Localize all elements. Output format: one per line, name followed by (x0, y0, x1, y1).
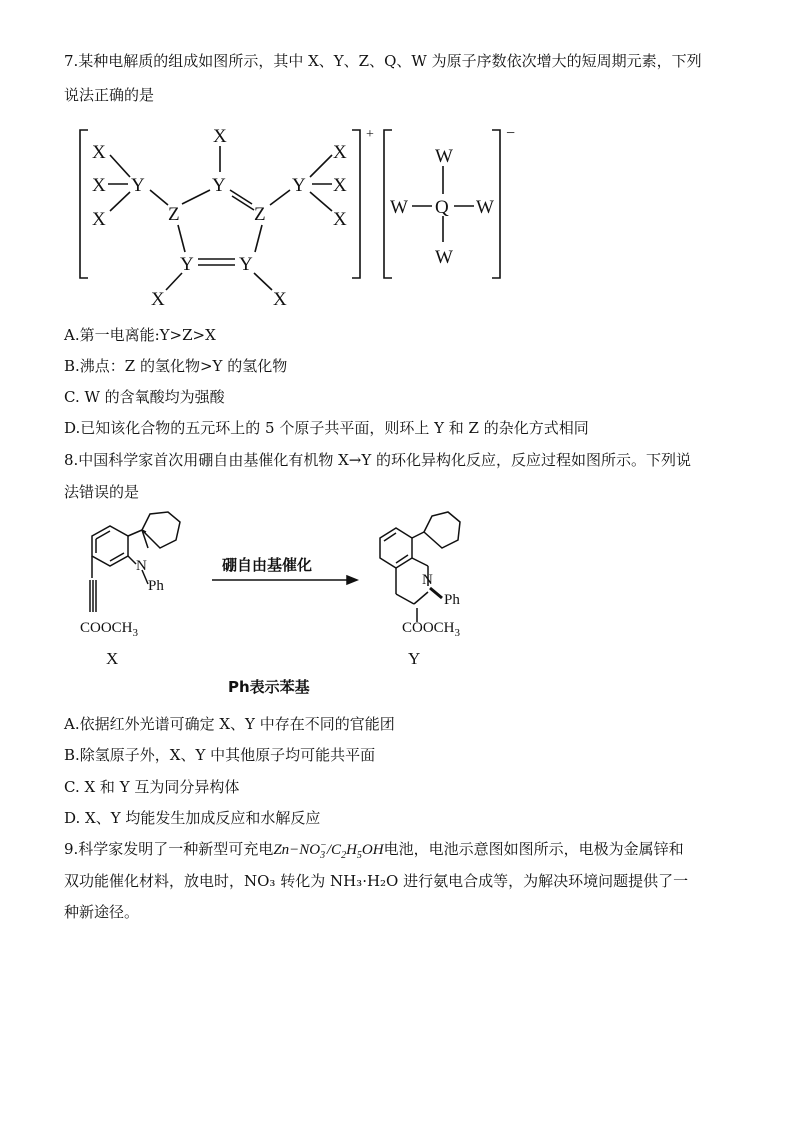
atom-w: W (476, 197, 494, 218)
atom-x: X (333, 175, 347, 196)
nitrogen-label-y: N (422, 572, 433, 588)
q7-structure-figure (70, 118, 530, 314)
atom-z: Z (168, 204, 180, 225)
ph-label-y: Ph (444, 592, 460, 608)
atom-x: X (92, 142, 106, 163)
q7-option-d: D.已知该化合物的五元环上的 5 个原子共平面，则环上 Y 和 Z 的杂化方式相同 (64, 419, 589, 437)
anion-charge: − (506, 125, 516, 142)
atom-y: Y (239, 254, 253, 275)
q9-line3: 种新途径。 (64, 903, 140, 921)
q7-stem-line1: 7.某种电解质的组成如图所示，其中 X、Y、Z、Q、W 为原子序数依次增大的短周期元素，下列 (64, 52, 702, 70)
atom-w: W (435, 146, 453, 167)
ester-label-x: $COOCH_3$ (80, 620, 139, 639)
atom-w: W (390, 197, 408, 218)
atom-x: X (151, 289, 165, 310)
ester-label-y: $COOCH_3$ (402, 620, 461, 639)
atom-x: X (213, 126, 227, 147)
figure-caption: Ph表示苯基 (228, 678, 310, 696)
q7-option-a: A.第一电离能:Y>Z>X (64, 326, 216, 344)
atom-y: Y (292, 175, 306, 196)
molecule-y-label: Y (408, 649, 421, 668)
atom-x: X (333, 209, 347, 230)
molecule-x-label: X (106, 649, 119, 668)
q8-option-a: A.依据红外光谱可确定 X、Y 中存在不同的官能团 (64, 715, 395, 733)
q8-option-d: D. X、Y 均能发生加成反应和水解反应 (64, 809, 321, 827)
atom-x: X (92, 209, 106, 230)
q7-option-c: C. W 的含氧酸均为强酸 (64, 388, 225, 406)
q7-option-b: B.沸点：Z 的氢化物>Y 的氢化物 (64, 357, 288, 375)
atom-y: Y (180, 254, 194, 275)
atom-x: X (333, 142, 347, 163)
q9-stem-line1: 9.科学家发明了一种新型可充电Zn−NO − 3 $/C_2H_5OH$电池，电池示意图如图所示，电极为金属锌和 (64, 839, 684, 861)
q8-stem-line1: 8.中国科学家首次用硼自由基催化有机物 X→Y 的环化异构化反应，反应过程如图所示。下列说 (64, 451, 692, 469)
atom-w: W (435, 247, 453, 268)
q8-reaction-figure (62, 508, 492, 708)
cation-charge: + (366, 127, 374, 142)
atom-y: Y (212, 175, 226, 196)
atom-z: Z (254, 204, 266, 225)
q9-formula: Zn−NO − 3 $/C_2H_5OH$ (273, 839, 384, 861)
arrow-label: 硼自由基催化 (222, 556, 313, 574)
atom-x: X (92, 175, 106, 196)
ph-label-x: Ph (148, 578, 164, 594)
atom-y: Y (131, 175, 145, 196)
nitrogen-label-x: N (136, 558, 147, 574)
q8-option-b: B.除氢原子外，X、Y 中其他原子均可能共平面 (64, 746, 376, 764)
q7-stem-line2: 说法正确的是 (64, 86, 155, 104)
q9-line2: 双功能催化材料，放电时，NO₃ 转化为 NH₃·H₂O 进行氨电合成等，为解决环境问题提供了一 (64, 872, 689, 890)
atom-x: X (273, 289, 287, 310)
atom-q: Q (435, 197, 449, 218)
q8-stem-line2: 法错误的是 (64, 483, 140, 501)
q8-option-c: C. X 和 Y 互为同分异构体 (64, 778, 240, 796)
